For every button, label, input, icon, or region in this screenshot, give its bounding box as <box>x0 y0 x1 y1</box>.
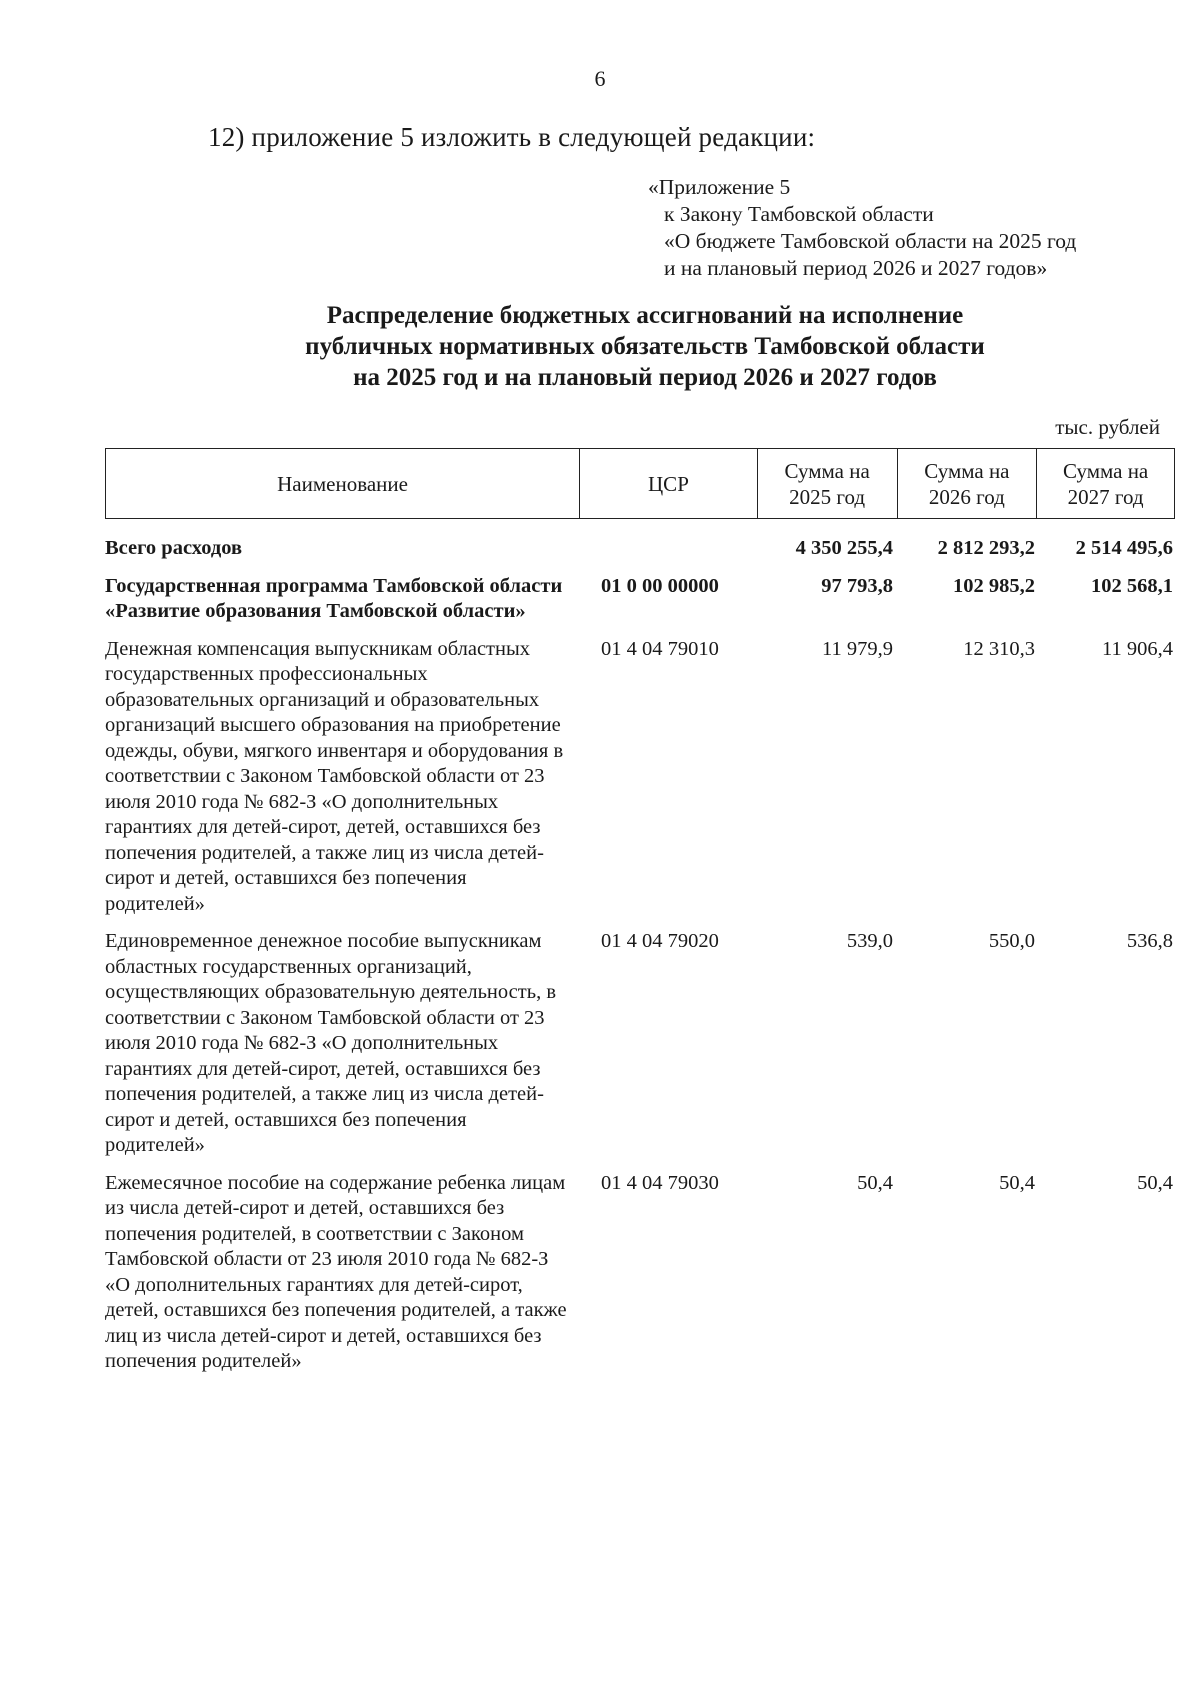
unit-label: тыс. рублей <box>1055 415 1160 439</box>
header-2025-line-2: 2025 год <box>789 484 866 509</box>
header-2027 <box>1036 449 1174 518</box>
row-csr: 01 0 00 00000 <box>601 574 719 597</box>
row-name: Всего расходов <box>105 537 243 559</box>
row-2026: 550,0 <box>988 930 1035 952</box>
header-2027-line-1: Сумма на <box>1062 458 1149 483</box>
appendix-ref-line-4: и на плановый период 2026 и 2027 годов» <box>664 256 1048 280</box>
row-name: Денежная компенсация выпускникам областных государственных профессиональных образовательных организаций и образовательных организаций высшего образования на приобретение одежды, обуви, мягкого инвентаря и оборудования в соответствии с Законом Тамбовской области от 23 июля 2010 года № 682-З «О дополнительных гарантиях для детей-сирот, детей, оставшихся без попечения родителей, а также лиц из числа детей-сирот и детей, оставшихся без попечения родителей» <box>105 637 564 915</box>
row-name: Единовременное денежное пособие выпускникам областных государственных организаций, осуществляющих образовательную деятельность, в соответствии с Законом Тамбовской области от 23 июля 2010 года № 682-З «О дополнительных гарантиях для детей-сирот, детей, оставшихся без попечения родителей, а также лиц из числа детей-сирот и детей, оставшихся без попечения родителей» <box>105 930 556 1156</box>
header-name: Наименование <box>277 471 408 496</box>
row-2027: 50,4 <box>1137 1171 1173 1194</box>
document-title <box>100 300 1190 393</box>
title-line-2: публичных нормативных обязательств Тамбовской области <box>305 333 985 360</box>
row-2025: 97 793,8 <box>821 574 893 597</box>
appendix-ref-line-2: к Закону Тамбовской области <box>664 202 934 226</box>
header-2026 <box>897 449 1037 518</box>
row-2026: 102 985,2 <box>953 574 1035 597</box>
table-row <box>105 929 1175 1159</box>
row-2025: 539,0 <box>846 930 893 952</box>
row-2027: 102 568,1 <box>1091 574 1173 597</box>
row-2025: 50,4 <box>857 1171 893 1194</box>
table-body <box>105 536 1175 1387</box>
header-2026-line-2: 2026 год <box>928 484 1005 509</box>
header-2025-line-1: Сумма на <box>784 458 870 483</box>
row-csr: 01 4 04 79010 <box>601 637 719 660</box>
appendix-reference <box>648 174 1076 282</box>
row-2025: 4 350 255,4 <box>795 537 893 559</box>
table-row <box>105 637 1175 918</box>
row-2027: 11 906,4 <box>1102 637 1173 660</box>
amendment-instruction: 12) приложение 5 изложить в следующей редакции: <box>208 122 816 152</box>
row-name: Государственная программа Тамбовской области «Развитие образования Тамбовской области» <box>105 574 563 622</box>
row-2026: 2 812 293,2 <box>937 537 1035 559</box>
table-row-total <box>105 536 1175 562</box>
header-2026-line-1: Сумма на <box>924 458 1010 483</box>
appendix-ref-line-3: «О бюджете Тамбовской области на 2025 год <box>664 229 1077 253</box>
row-2027: 2 514 495,6 <box>1075 537 1173 559</box>
table-row <box>105 1171 1175 1375</box>
appendix-ref-line-1: «Приложение 5 <box>648 175 791 199</box>
row-2025: 11 979,9 <box>822 637 893 660</box>
row-2026: 12 310,3 <box>963 637 1035 660</box>
row-2026: 50,4 <box>999 1171 1035 1194</box>
row-csr: 01 4 04 79020 <box>601 930 719 952</box>
header-2025 <box>757 449 897 518</box>
table-row-program <box>105 574 1175 625</box>
header-2027-line-2: 2027 год <box>1067 484 1144 509</box>
row-name: Ежемесячное пособие на содержание ребенка лицам из числа детей-сирот и детей, оставшихся без попечения родителей, в соответствии с Законом Тамбовской области от 23 июля 2010 года № 682-З «О дополнительных гарантиях для детей-сирот, детей, оставшихся без попечения родителей, а также лиц из числа детей-сирот и детей, оставшихся без попечения родителей» <box>105 1171 567 1372</box>
title-line-1: Распределение бюджетных ассигнований на исполнение <box>326 302 964 329</box>
header-csr: ЦСР <box>579 449 757 518</box>
title-line-3: на 2025 год и на плановый период 2026 и 2027 годов <box>353 364 937 391</box>
row-2027: 536,8 <box>1126 930 1173 952</box>
page-number: 6 <box>594 66 606 91</box>
table-header <box>105 448 1175 519</box>
row-csr: 01 4 04 79030 <box>601 1171 719 1194</box>
